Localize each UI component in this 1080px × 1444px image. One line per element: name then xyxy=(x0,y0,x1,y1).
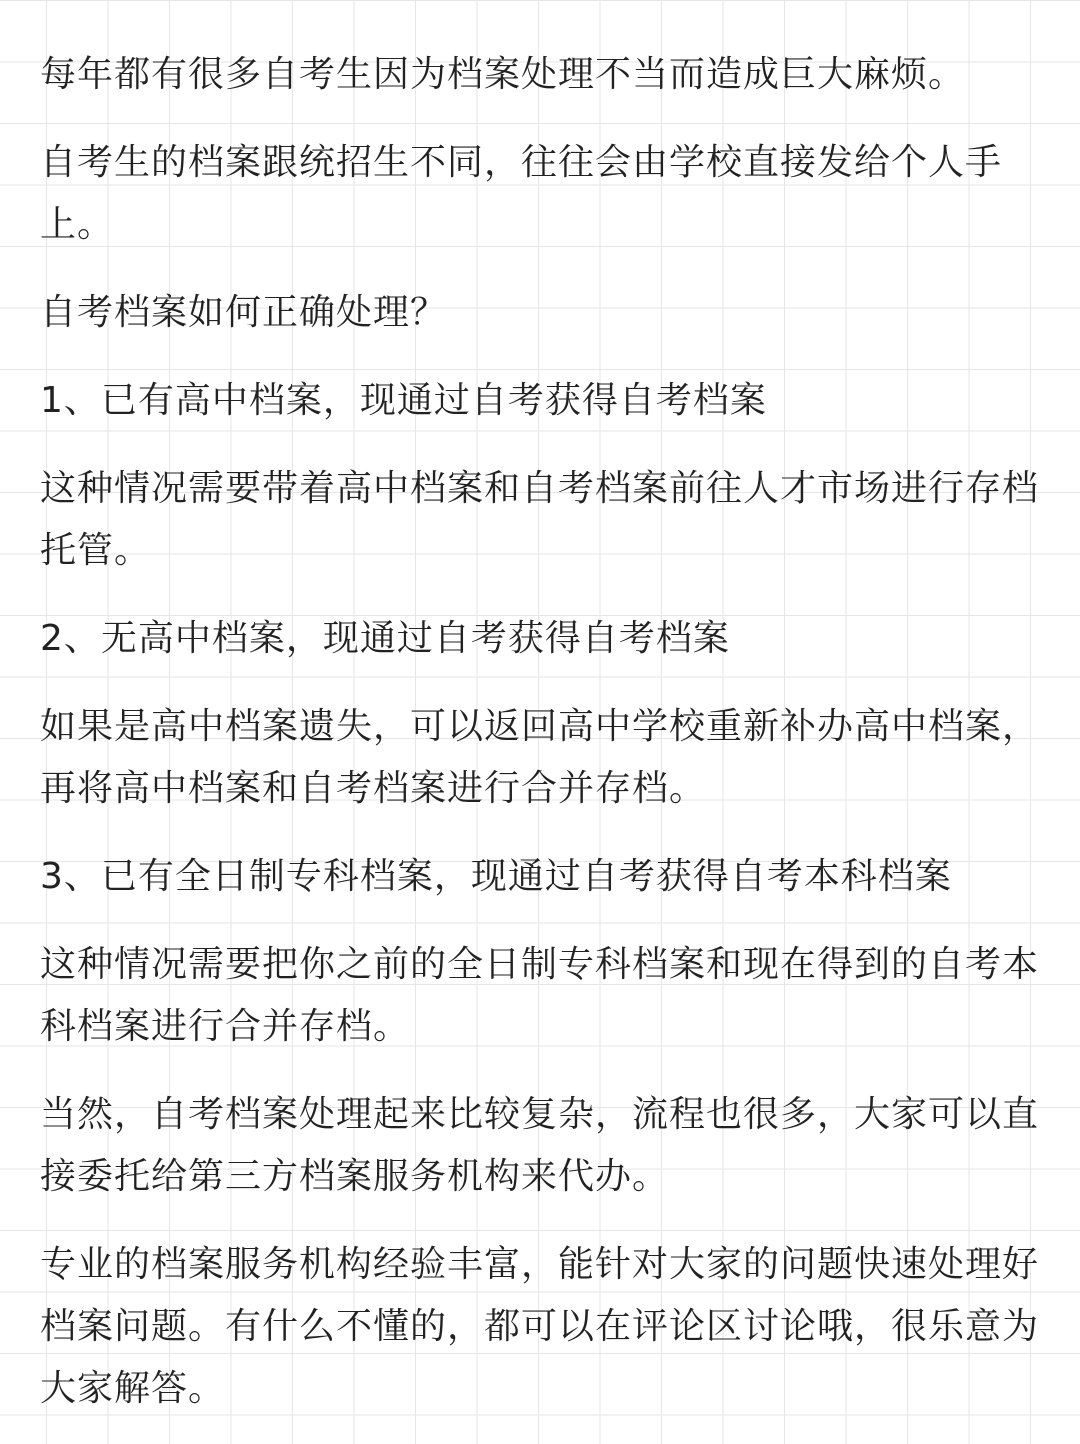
heading-case-3: 3、已有全日制专科档案，现通过自考获得自考本科档案 xyxy=(40,856,952,897)
article-body xyxy=(40,44,1040,1444)
paragraph-advice: 当然，自考档案处理起来比较复杂，流程也很多，大家可以直接委托给第三方档案服务机构来代办。 xyxy=(40,1094,1040,1197)
paragraph-context: 自考生的档案跟统招生不同，往往会由学校直接发给个人手上。 xyxy=(40,142,1003,245)
paragraph-question: 自考档案如何正确处理？ xyxy=(40,292,448,333)
paragraph-intro: 每年都有很多自考生因为档案处理不当而造成巨大麻烦。 xyxy=(40,54,966,95)
paragraph-case-3: 这种情况需要把你之前的全日制专科档案和现在得到的自考本科档案进行合并存档。 xyxy=(40,944,1040,1047)
paragraph-case-1: 这种情况需要带着高中档案和自考档案前往人才市场进行存档托管。 xyxy=(40,468,1040,571)
paragraph-closing: 专业的档案服务机构经验丰富，能针对大家的问题快速处理好档案问题。有什么不懂的，都可以在评论区讨论哦，很乐意为大家解答。 xyxy=(40,1244,1040,1409)
heading-case-1: 1、已有高中档案，现通过自考获得自考档案 xyxy=(40,380,767,421)
paragraph-case-2: 如果是高中档案遗失，可以返回高中学校重新补办高中档案，再将高中档案和自考档案进行合并存档。 xyxy=(40,706,1040,809)
heading-case-2: 2、无高中档案，现通过自考获得自考档案 xyxy=(40,618,730,659)
